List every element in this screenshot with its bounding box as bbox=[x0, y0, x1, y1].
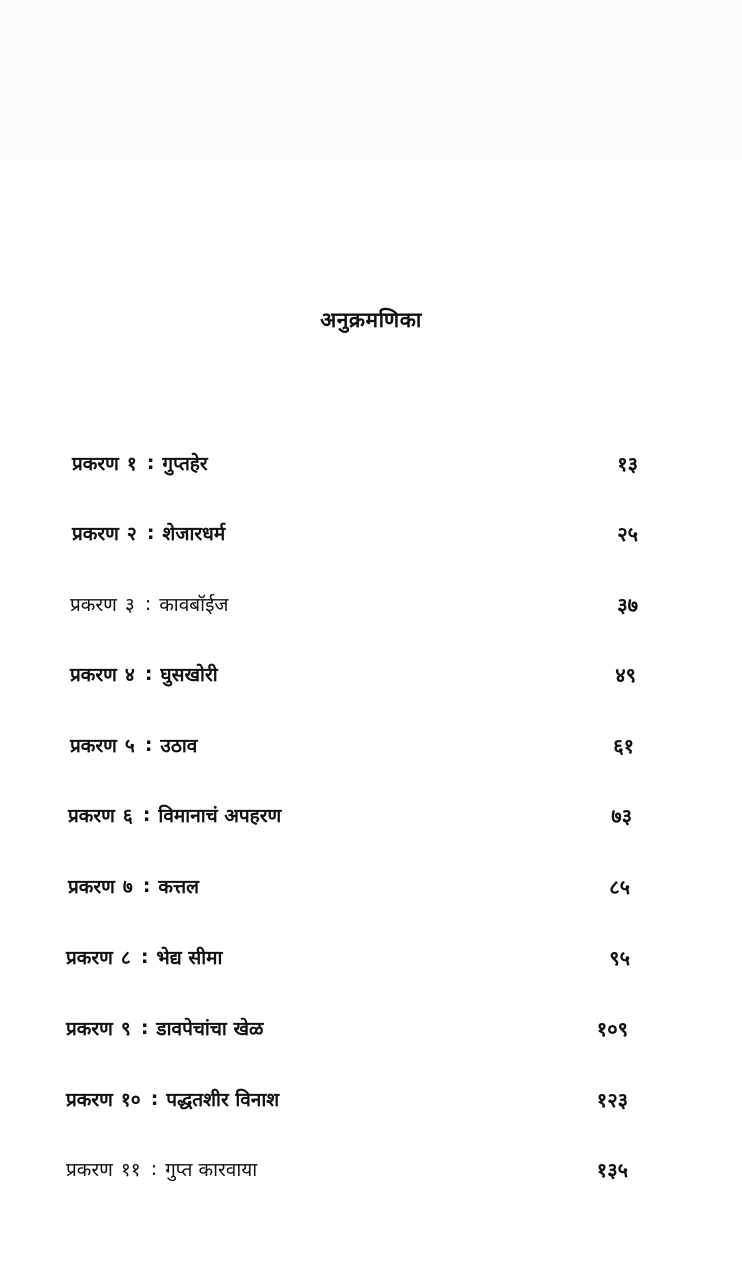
chapter-number: १० bbox=[120, 1089, 141, 1111]
chapter-title: कावबॉईज bbox=[159, 594, 229, 616]
chapter-separator: : bbox=[144, 593, 152, 615]
toc-row bbox=[66, 940, 630, 974]
toc-row bbox=[68, 869, 630, 903]
toc-row bbox=[66, 1152, 628, 1186]
chapter-label: प्रकरण bbox=[72, 523, 119, 545]
chapter-title: डावपेचांचा खेळ bbox=[156, 1018, 264, 1040]
chapter-entry bbox=[68, 873, 199, 899]
chapter-title: पद्धतशीर विनाश bbox=[166, 1089, 280, 1111]
chapter-number: २ bbox=[126, 523, 137, 545]
chapter-label: प्रकरण bbox=[70, 594, 117, 616]
chapter-entry bbox=[72, 450, 208, 476]
chapter-separator: : bbox=[142, 804, 151, 826]
chapter-label: प्रकरण bbox=[66, 1018, 113, 1040]
chapter-page-number: १२३ bbox=[596, 1087, 628, 1112]
chapter-separator: : bbox=[144, 663, 153, 685]
page-title: अनुक्रमणिका bbox=[320, 308, 422, 332]
chapter-separator: : bbox=[150, 1158, 158, 1180]
chapter-separator: : bbox=[146, 522, 155, 544]
chapter-title: गुप्तहेर bbox=[162, 453, 208, 475]
chapter-page-number: ३७ bbox=[617, 592, 638, 617]
chapter-entry bbox=[68, 802, 281, 828]
chapter-number: ४ bbox=[124, 664, 135, 686]
chapter-label: प्रकरण bbox=[70, 735, 117, 757]
chapter-label: प्रकरण bbox=[68, 805, 115, 827]
chapter-page-number: १०९ bbox=[596, 1016, 628, 1041]
chapter-entry bbox=[70, 732, 197, 758]
chapter-entry bbox=[66, 1156, 257, 1182]
chapter-separator: : bbox=[144, 734, 153, 756]
chapter-entry bbox=[66, 1086, 279, 1112]
chapter-label: प्रकरण bbox=[66, 947, 113, 969]
chapter-number: १ bbox=[126, 453, 137, 475]
chapter-title: घुसखोरी bbox=[160, 664, 218, 686]
chapter-title: भेद्य सीमा bbox=[156, 947, 223, 969]
chapter-label: प्रकरण bbox=[72, 453, 119, 475]
chapter-title: शेजारधर्म bbox=[162, 523, 226, 545]
chapter-title: उठाव bbox=[160, 735, 198, 757]
toc-row bbox=[68, 798, 632, 832]
chapter-entry bbox=[66, 944, 222, 970]
chapter-page-number: ९५ bbox=[609, 945, 630, 970]
chapter-page-number: ८५ bbox=[609, 874, 630, 899]
toc-row bbox=[72, 446, 638, 480]
toc-row bbox=[72, 516, 638, 550]
chapter-page-number: १३५ bbox=[596, 1157, 628, 1182]
chapter-page-number: ४९ bbox=[615, 662, 636, 687]
chapter-page-number: १३ bbox=[617, 451, 638, 476]
chapter-entry bbox=[72, 520, 225, 546]
chapter-separator: : bbox=[150, 1088, 159, 1110]
chapter-title: विमानाचं अपहरण bbox=[158, 805, 282, 827]
chapter-number: ९ bbox=[120, 1018, 131, 1040]
chapter-label: प्रकरण bbox=[68, 876, 115, 898]
chapter-entry bbox=[70, 591, 229, 617]
toc-row bbox=[66, 1011, 628, 1045]
chapter-separator: : bbox=[142, 875, 151, 897]
toc-row bbox=[66, 1082, 628, 1116]
chapter-label: प्रकरण bbox=[66, 1089, 113, 1111]
toc-row bbox=[70, 587, 638, 621]
chapter-page-number: ६१ bbox=[613, 733, 634, 758]
chapter-page-number: ७३ bbox=[611, 803, 632, 828]
toc-row bbox=[70, 657, 636, 691]
chapter-title: कत्तल bbox=[158, 876, 200, 898]
chapter-separator: : bbox=[140, 946, 149, 968]
chapter-number: ५ bbox=[124, 735, 135, 757]
chapter-number: ११ bbox=[120, 1159, 141, 1181]
chapter-number: ८ bbox=[120, 947, 131, 969]
chapter-label: प्रकरण bbox=[66, 1159, 113, 1181]
chapter-entry bbox=[70, 661, 218, 687]
chapter-label: प्रकरण bbox=[70, 664, 117, 686]
chapter-number: ३ bbox=[124, 594, 135, 616]
chapter-title: गुप्त कारवाया bbox=[165, 1159, 258, 1181]
chapter-number: ७ bbox=[122, 876, 133, 898]
chapter-entry bbox=[66, 1015, 263, 1041]
chapter-page-number: २५ bbox=[617, 521, 638, 546]
chapter-number: ६ bbox=[122, 805, 133, 827]
chapter-separator: : bbox=[146, 452, 155, 474]
toc-row bbox=[70, 728, 634, 762]
chapter-separator: : bbox=[140, 1017, 149, 1039]
